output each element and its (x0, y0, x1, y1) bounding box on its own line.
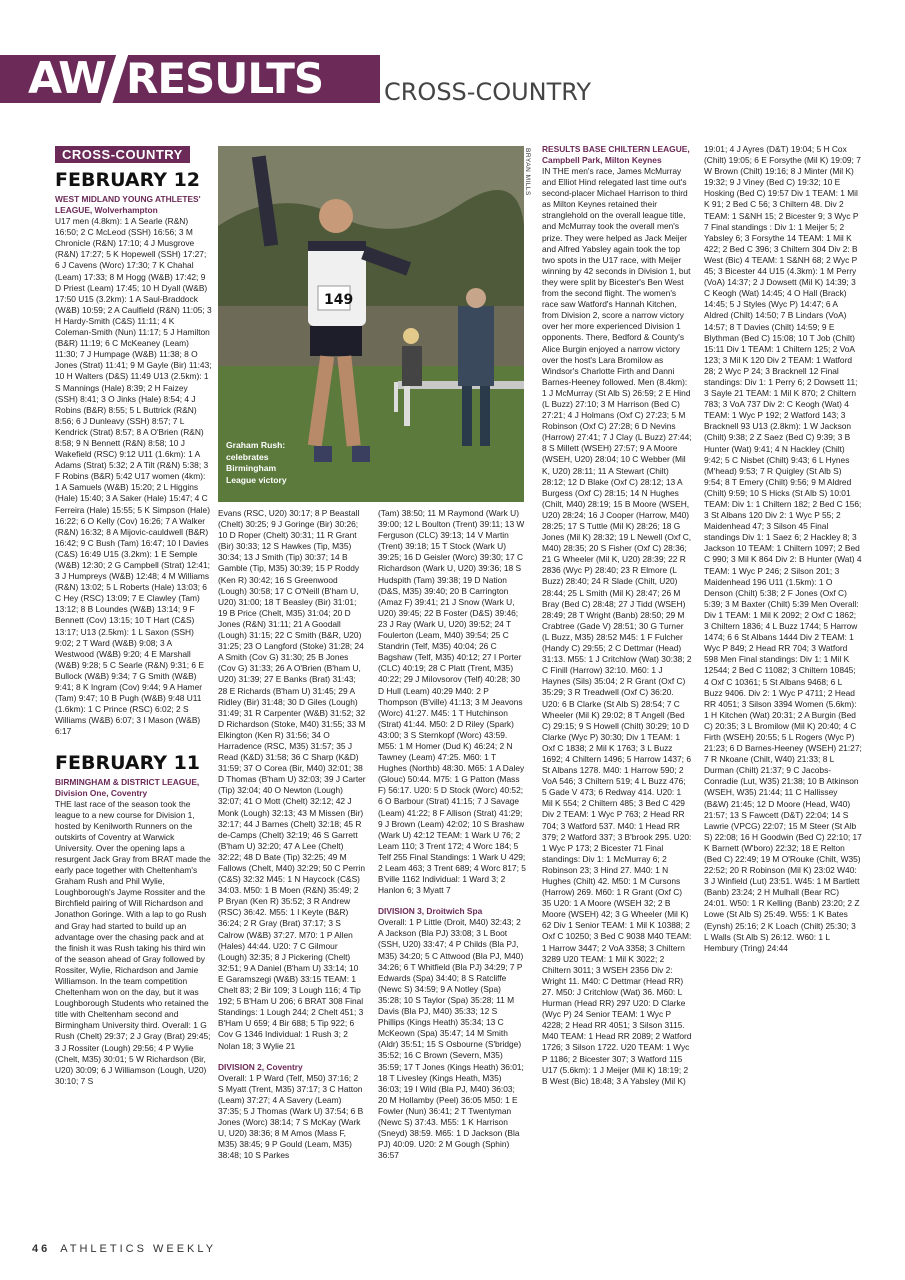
event-title-div2: DIVISION 2, Coventry (218, 1061, 303, 1072)
photo-caption: Graham Rush: celebrates Birmingham League victory (226, 440, 287, 485)
brand-aw: AW (28, 53, 105, 104)
page-footer (32, 1243, 216, 1255)
magazine-name: ATHLETICS WEEKLY (60, 1243, 217, 1255)
photo-credit: BRYAN MILLS (524, 148, 531, 196)
column-3 (378, 508, 526, 1228)
section-badge: CROSS-COUNTRY (55, 146, 190, 163)
results-text-1: U17 men (4.8km): 1 A Searle (R&N) 16:50; 2 C McLeod (SSH) 16:56; 3 M Chronicle (R&N) 17:10; 4 J Musgrove (R&N) 17:27; 5 K Hopewell (SSH) 17:27; 6 J Cavens (Worc) 17:30; 7 K Chahal (Leam) 17:33; 8 M Hogg (W&B) 17:42; 9 D Priest (Leam) 17:45; 10 H Dyall (W&B) 17:50 U15 (3.2km): 1 A Saul-Braddock (W&B) 10:59; 2 A Caulfield (R&N) 11:05; 3 H Hardy-Smith (C&S) 11:11; 4 K Coleman-Smith (Nun) 11:17; 5 J Hamilton (B&R) 11:19; 6 C McKeaney (Leam) 11:30; 7 J Humpage (W&B) 11:38; 8 O Jones (Strat) 11:41; 9 M Gayle (Bir) 11:43; 10 H Walters (D&S) 11:49 U13 (2.5km): 1 S Mannings (Hale) 8:39; 2 H Faizey (SSH) 8:41; 3 O Jinks (Hale) 8:54; 4 J Robins (B&R) 8:55; 5 L Buttrick (R&N) 8:56; 6 J Dunleavy (SSH) 8:57; 7 L Kendrick (Strat) 8:57; 8 A O'Brien (R&N) 8:58; 9 N Bennett (R&N) 8:58; 10 J Wakefield (RSC) 9:12 U11 (1.6km): 1 A Adams (Strat) 5:32; 2 A Tilt (R&N) 5:38; 3 F Robins (B&R) 5:42 U17 women (4km): 1 A Samuels (W&B) 15:20; 2 L Higgins (Hale) 15:40; 3 A Saker (Hale) 15:47; 4 C Ferreira (Hale) 15:55; 5 K Simpson (Hale) 16:22; 6 O Kelly (Cov) 16:26; 7 A Walker (R&N) 16:32; 8 A Mijovic-cauldwell (B&R) 16:42; 9 C Bush (Tam) 16:47; 10 I Davies (C&S) 16:49 U15 (3.2km): 1 E Semple (W&B) 12:30; 2 G Campbell (Strat) 12:41; 3 J Humpreys (W&B) 12:48; 4 M Williams (R&N) 13:02; 5 L Roberts (Hale) 13:03; 6 C Hey (RSC) 13:09; 7 E Clawley (Tam) 13:12; 8 B Loundes (W&B) 13:14; 9 F Bennett (Cov) 13:15; 10 T Hart (C&S) 13:17; U13 (2.5km): 1 L Saxon (SSH) 9:02; 2 T Ward (W&B) 9:08; 3 A Westwood (W&B) 9:20; 4 E Marshall (W&B) 9:28; 5 C Searle (R&N) 9:31; 6 E Bullock (W&B) 9:34; 7 G Smith (W&B) 9:41; 8 K Ingram (Cov) 9:44; 9 A Hamer (Tam) 9:47; 10 B Pugh (W&B) 9:48 U11 (1.6km): 1 C Prince (RSC) 6:02; 2 S Williams (W&B) 6:07; 3 I Mason (W&B) 6:17 (55, 216, 212, 737)
event-title-chiltern: RESULTS BASE CHILTERN LEAGUE, Campbell Park, Milton Keynes (542, 144, 690, 165)
bib-number: 149 (324, 292, 354, 308)
column-5 (704, 144, 862, 1234)
results-text-col3: (Tam) 38:50; 11 M Raymond (Wark U) 39:00; 12 L Boulton (Trent) 39:11; 13 W Ferguson (CLC) 39:13; 14 V Martin (Trent) 39:18; 15 T Stock (Wark U) 39:25; 16 D Geisler (Worc) 39:30; 17 C Richardson (Wark U, U20) 39:36; 18 S Hudspith (Tam) 39:38; 19 D Nation (D&S, M35) 39:40; 20 B Carrington (Amaz F) 39:41; 21 J Snow (Wark U, U20) 39:45; 22 B Foster (D&S) 39:46; 23 J Ray (Wark U, U20) 39:52; 24 T Foulerton (Leam, M40) 39:54; 25 C Standrin (Telf, M35) 40:04; 26 C Bagshaw (Telf, M35) 40:12; 27 I Porter (CLC) 40:19; 28 C Platt (Trent, M35) 40:22; 29 J Milovsorov (Telf) 40:28; 30 D Hull (Leam) 40:29 M40: 2 P Thompson (B'ville) 41:13; 3 M Jeavons (Worc) 41:27. M45: 1 T Hutchinson (Strat) 41:44. M50: 2 D Riley (Spark) 43:00; 3 S Sternkopf (Worc) 43:59. M55: 1 M Homer (Dud K) 46:24; 2 N Tawney (Leam) 47:25. M60: 1 T Hughes (Northb) 48:30. M65: 1 A Daley (Glouc) 50:44. M75: 1 G Patton (Mass F) 56:17. U20: 5 D Stock (Worc) 40:52; 6 O Barbour (Strat) 41:15; 7 J Savage (Leam) 41:22; 8 F Allison (Strat) 41:29; 9 J Brown (Leam) 42:02; 10 S Brashaw (Wark U) 42:12 TEAM: 1 Wark U 76; 2 Leam 110; 3 Trent 172; 4 Worc 184; 5 Telf 255 Final Standings: 1 Wark U 429; 2 Leam 463; 3 Trent 689; 4 Worc 817; 5 B'ville 1162 Individual: 1 Ward 3; 2 Hanlon 6; 3 Myatt 7 (378, 508, 526, 896)
date-heading-2: FEBRUARY 11 (55, 751, 201, 774)
results-text-div3: Overall: 1 P Little (Droit, M40) 32:43; 2 A Jackson (Bla PJ) 33:08; 3 L Boot (SSH, U20) 33:47; 4 P Childs (Bla PJ, M35) 34:20; 5 C Attwood (Bla PJ, M40) 34:26; 6 T Whitfield (Bla PJ) 34:29; 7 P Edwards (Spa) 34:40; 8 S Ratcliffe (Newc S) 34:59; 9 A Notley (Spa) 35:28; 10 S Taylor (Spa) 35:28; 11 M Davis (Bla PJ, M40) 35:33; 12 S Phillips (Kings Heath) 35:34; 13 C McKeown (Spa) 35:47; 14 M Smith (Aldr) 35:51; 15 S Osbourne (S'bridge) 35:52; 16 C Brown (Severn, M35) 35:59; 17 T Jones (Kings Heath) 36:01; 18 T Livesley (Kings Heath, M35) 36:03; 19 I Wild (Bla PJ, M40) 36:03; 20 M Hollamby (Peel) 36:05 M50: 1 E Fowler (Nun) 36:41; 2 T Twentyman (Newc S) 37:43. M55: 1 K Harrison (Sneyd) 38:59. M65: 1 D Jackson (Bla PJ) 40:09. U20: 2 M Gough (Sphin) 36:57 (378, 917, 524, 1161)
section-title: CROSS-COUNTRY (384, 78, 592, 106)
column-2 (218, 508, 366, 1228)
results-text-2: THE last race of the season took the league to a new course for Division 1, hosted by Kenilworth Runners on the outskirts of Coventry at Warwick University. Over the opening laps a resurgent Jack Gray from BRAT made the early pace together with Cheltenham's Graham Rush and Phil Wylie, Loughborough's Jayme Rossiter and the Birchfield pairing of Will Richardson and Jonathon Goringe. With a lap to go Rush and Gray had started to build up an advantage over the chasing pack and at the finish it was Rush taking his third win of the season ahead of Gray followed by Rossiter, Wylie, Richardson and Jamie Williamson. In the team competition Cheltenham won on the day, but it was Loughborough Students who retained the title with Cheltenham second and Birmingham University third. Overall: 1 G Rush (Chelt) 29:37; 2 J Gray (Brat) 29:45; 3 J Rossiter (Lough) 29:56; 4 P Wylie (Chelt, M35) 30:01; 5 W Richardson (Bir, U20) 30:09; 6 J Williamson (Lough, U20) 30:10; 7 S (55, 798, 211, 1086)
event-title-1: WEST MIDLAND YOUNG ATHLETES' LEAGUE, Wolverhampton (55, 194, 201, 216)
date-heading-1: FEBRUARY 12 (55, 169, 201, 192)
results-text-col5: 19:01; 4 J Ayres (D&T) 19:04; 5 H Cox (Chilt) 19:05; 6 E Forsythe (Mil K) 19:09; 7 W Brown (Chilt) 19:16; 8 J Minter (Mil K) 19:32; 9 J Viney (Bed C) 19:32; 10 E Hosking (Bed C) 19:57 Div 1 TEAM: 1 Mil K 91; 2 Bed C 56; 3 Chiltern 48. Div 2 TEAM: 1 S&NH 15; 2 Bicester 9; 3 Wyc P 7 Final standings : Div 1: 1 Meijer 5; 2 Yabsley 6; 3 Forsythe 14 TEAM: 1 Mil K 422; 2 Bed C 396; 3 Chiltern 304 Div 2: B West (Bic) 4 TEAM: 1 S&NH 68; 2 Wyc P 45; 3 Bicester 44 U15 (4.3km): 1 M Perry (VoA) 14:37; 2 J Dowsett (Mil K) 14:39; 3 C Keogh (Wat) 14:45; 4 O Hall (Brack) 14:45; 5 J Styles (Wyc P) 14:47; 6 A Aldred (Chilt) 14:50; 7 B Lindars (VoA) 14:57; 8 T Davies (Chilt) 14:59; 9 E Blythman (Bed C) 15:08; 10 T Job (Chilt) 15:11 Div 1 TEAM: 1 Chiltern 125; 2 VoA 123; 3 Mil K 120 Div 2 TEAM: 1 Watford 28; 2 Wyc P 24; 3 Bracknell 12 Final standings: Div 1: 1 Perry 6; 2 Dowsett 11; 3 Sayle 21 TEAM: 1 Mil K 870; 2 Chiltern 783; 3 VoA 737 Div 2: C Keogh (Wat) 4 TEAM: 1 Wyc P 192; 2 Watford 143; 3 Bracknell 93 U13 (2.8km): 1 W Jackson (Chilt) 9:38; 2 Z Saez (Bed C) 9:39; 3 B Hunter (Wat) 9:41; 4 N Hackley (Chilt) 9:42; 5 C Nisbet (Chilt) 9:43; 6 L Hynes (M'head) 9:53; 7 R Quigley (St Alb S) 9:54; 8 T Emery (Chilt) 9:56; 9 M Aldred (Chilt) 9:59; 10 S Hicks (St Alb S) 10:01 TEAM: Div 1: 1 Chiltern 182; 2 Bed C 156; 3 St Albans 120 Div 2: 1 Wyc P 55; 2 Maidenhead 47; 3 Silson 45 Final standings Div 1: 1 Saez 6; 2 Hackley 8; 3 Jackson 10 TEAM: 1 Chiltern 1097; 2 Bed C 990; 3 Mil K 864 Div 2: B Hunter (Wat) 4 TEAM: 1 Wyc P 246; 2 Silson 201; 3 Maidenhead 196 U11 (1.5km): 1 O Denson (Chilt) 5:38; 2 F Jones (Oxf C) 5:39; 3 M Baxter (Chilt) 5:39 Men Overall: Div 1 TEAM: 1 Mil K 2092; 2 Oxf C 1862; 3 Chiltern 1836; 4 L Buzz 1744; 5 Harrow 1474; 6 6 St Albans 1444 Div 2 TEAM: 1 Wyc P 849; 2 Head RR 704; 3 Watford 598 Men Final standings: Div 1: 1 Mil K 12544; 2 Bed C 11082; 3 Chiltern 10845; 4 Oxf C 10361; 5 St Albans 9468; 6 L Buzz 9406. Div 2: 1 Wyc P 4711; 2 Head RR 4051; 3 Silson 3394 Women (5.6km): 1 H Kitchen (Wat) 20:31; 2 A Burgin (Bed C) 20:35; 3 L Bromilow (Mil K) 20:40; 4 C Firth (WSEH) 20:55; 5 L Rogers (Wyc P) 21:23; 6 D Barnes-Heeney (WSEH) 21:27; 7 R Nkoane (Chilt, W40) 21:33; 8 L Durman (Chilt) 21:37; 9 C Jacobs-Conradie (Lut, W35) 21:38; 10 B Atkinson (WSEH, W35) 21:44; 11 C Hallissey (B&W) 21:45; 12 D Moore (Head, W40) 21:57; 13 S Fawcett (D&T) 22:04; 14 S Lawrie (VPCG) 22:07; 15 M Steer (St Alb S) 22:08; 16 H Goodwin (Bed C) 22:10; 17 K Barnett (W'boro) 22:32; 18 E Relton (Bed C) 22:49; 19 M O'Rouke (Chilt, W35) 22:52; 20 R Robinson (Mil K) 23:02 W40: 3 J Winfield (Lut) 23:51. W45: 1 M Bartlett (Banb) 23:24; 2 H Mulhall (Bear RC) 24:01. W50: 1 R Kelling (Banb) 23:20; 2 Z Lowe (St Alb S) 25:49. W55: 1 K Bates (Eynsh) 25:16; 2 K Loach (Chilt) 25:30; 3 L Walls (St Alb S) 26:12. W60: 1 L Hembury (Tring) 24:44 (704, 144, 862, 953)
page-number: 46 (32, 1243, 51, 1255)
results-text-col2: Evans (RSC, U20) 30:17; 8 P Beastall (Chelt) 30:25; 9 J Goringe (Bir) 30:26; 10 D Roper (Chelt) 30:31; 11 R Grant (Bir) 30:33; 12 S Hawkes (Tip, M35) 30:34; 13 J Smith (Tip) 30:37; 14 B Gamble (Tip, M35) 30:39; 15 P Roddy (Ken R) 30:42; 16 S Greenwood (Lough) 30:58; 17 C O'Neill (B'ham U, U20) 31:00; 18 T Beasley (Bir) 31:01; 19 B Price (Chelt, M35) 31:04; 20 D Jones (R&N) 31:11; 21 A Goodall (Lough) 31:15; 22 C Smith (B&R, U20) 31:25; 23 O Langford (Stoke) 31:28; 24 A Smith (Cov G) 31:30; 25 B Jones (Cov G) 31:33; 26 A O'Brien (B'ham U, U20) 31:39; 27 E Banks (Brat) 31:43; 28 E Richards (B'ham U) 31:45; 29 A Ridley (Bir) 31:48; 30 D Giles (Lough) 31:49; 31 R Carpenter (W&B) 31:52; 32 D Richardson (Stoke, M40) 31:55; 33 M Elkington (Ken R) 31:56; 34 O Harradence (RSC, M35) 31:57; 35 J Read (K&D) 31:58; 36 C Sharp (K&D) 31:59; 37 O Corea (Bir, M40) 32:01; 38 D Thomas (B'ham U) 32:03; 39 J Carter (Tip) 32:04; 40 O Newton (Lough) 32:07; 41 O Mott (Chelt) 32:12; 42 J Monk (Lough) 32:13; 43 M Missen (Bir) 32:17; 44 J Barnes (Chelt) 32:18; 45 R de-Camps (Chelt) 32:19; 46 S Garrett (B'ham U) 32:20; 47 A Lee (Chelt) 32:22; 48 D Bate (Tip) 32:25; 49 M Fallows (Chelt, M40) 32:29; 50 C Perrin (C&S) 32:32 M45: 1 N Haycock (C&S) 34:03. M50: 1 B Moen (R&N) 35:49; 2 P Bryan (Ken R) 35:52; 3 R Andrew (RSC) 36:42. M55: 1 I Keyte (B&R) 36:24; 2 R Gray (Brat) 37:17; 3 S Calrow (W&B) 37:27. M70: 1 P Allen (Hales) 44:44. U20: 7 C Gilmour (Lough) 32:35; 8 J Pickering (Chelt) 32:51; 9 A Daniel (B'ham U) 33:14; 10 E Garamszegi (W&B) 33:15 TEAM: 1 Chelt 83; 2 Bir 109; 3 Lough 116; 4 Tip 192; 5 B'Ham U 206; 6 BRAT 308 Final Standings: 1 Lough 244; 2 Chelt 451; 3 B'Ham U 659; 4 Bir 688; 5 Tip 922; 6 Cov G 1346 Individual: 1 Rush 3; 2 Nolan 18; 3 Wylie 21 (218, 508, 366, 1051)
brand-results: RESULTS (126, 54, 324, 103)
event-title-2: BIRMINGHAM & DISTRICT LEAGUE, Division One, Coventry (55, 776, 200, 798)
column-4 (542, 144, 692, 1234)
results-text-div2: Overall: 1 P Ward (Telf, M50) 37:16; 2 S Myatt (Trent, M35) 37:17; 3 C Hatton (Leam) 37:27; 4 A Savery (Leam) 37:35; 5 J Thomas (Wark U) 37:54; 6 B Jones (Worc) 38:14; 7 S McKay (Wark U, U20) 38:36; 8 M Amos (Mass F, M35) 38:45; 9 P Gould (Leam, M35) 38:48; 10 S Parkes (218, 1072, 364, 1161)
results-text-col4: IN THE men's race, James McMurray and Elliot Hind relegated last time out's second-placer Michael Harrison to third as Milton Keynes retained their stranglehold on the overall league title, and McMurray took the overall men's prize. They were helped as Jack Meijer and Alfred Yabsley again took the top two spots in the U17 race, with Meijer winning by 42 seconds in Division 1, but they were split by Bicester's Ben West from the second flight. The women's race saw Watford's Hannah Kitchen, from Division 2, score a narrow victory over her more experienced Division 1 opponents. There, Bedford & County's Alice Burgin enjoyed a narrow victory over the host's Lara Bromilow as Windsor's Charlotte Firth and Danni Barnes-Heeney followed. Men (8.4km): 1 J McMurray (St Alb S) 26:59; 2 E Hind (L Buzz) 27:10; 3 M Harrison (Bed C) 27:21; 4 J Holmans (Oxf C) 27:23; 5 M Robinson (Oxf C) 27:28; 6 D Nevins (Harrow) 27:41; 7 J Clay (L Buzz) 27:44; 8 S Millett (WSEH) 27:57; 9 A Moore (WSEH, U20) 28:04; 10 C Webber (Mil K, U20) 28:11; 11 A Stewart (Chilt) 28:12; 12 D Blake (Oxf C) 28:12; 13 A Burgess (Oxf C) 28:15; 14 N Hughes (Chilt, M40) 28:19; 15 B Moore (WSEH, U20) 28:24; 16 J Cooper (Harrow, M40) 28:25; 17 S Tuttle (Mil K) 28:26; 18 G Jones (Mil K) 28:32; 19 L Newell (Oxf C, M40) 28:35; 20 S Fisher (Oxf C) 28:36; 21 G Wheeler (Mil K, U20) 28:39; 22 R 2836 (Wyc P) 28:40; 23 R Elmore (L Buzz) 28:40; 24 R Slade (Chilt, U20) 28:44; 25 L Smith (Mil K) 28:47; 26 M Bray (Bed C) 28:48; 27 J Tidd (WSEH) 28:49; 28 T Wright (Banb) 28:50; 29 M Crabtree (Gade V) 28:51; 30 G Turner (L Buzz, M35) 28:52 M45: 1 F Fulcher (Handy C) 29:55; 2 C Dettmar (Head) 31:13. M55: 1 J Critchlow (Wat) 30:38; 2 C Finill (Harrow) 32:10. M60: 1 J Haynes (Sils) 35:04; 2 R Grant (Oxf C) 35:29; 3 R Treadwell (Oxf C) 36:20. U20: 6 B Clarke (St Alb S) 28:54; 7 C Wheeler (Mil K) 29:02; 8 T Angell (Bed C) 29:15; 9 S Howell (Chilt) 30:29; 10 D Clarke (Wyc P) 30:30; Div 1 TEAM: 1 Oxf C 1838; 2 Mil K 1763; 3 L Buzz 1692; 4 Chiltern 1496; 5 Harrow 1437; 6 St Albans 1278. M40: 1 Harrow 590; 2 VoA 546; 3 Chiltern 519; 4 L Buzz 476; 5 Gade V 473; 6 Redway 414. U20: 1 Mil K 554; 2 Chiltern 485; 3 Bed C 429 Div 2 TEAM: 1 Wyc P 763; 2 Head RR 704; 3 Watford 537. M40: 1 Head RR 379; 2 Watford 337; 3 B'brook 295. U20: 1 Wyc P 173; 2 Bicester 71 Final standings: Div 1: 1 McMurray 6; 2 Robinson 23; 3 Hind 27. M40: 1 N Hughes (Chilt) 42. M50: 1 M Cursons (Harrow) 269. M60: 1 R Grant (Oxf C) 35 U20: 1 A Moore (WSEH 32; 2 B Moore (WSEH) 42; 3 G Wheeler (Mil K) 62 Div 1 Senior TEAM: 1 Mil K 10388; 2 Oxf C 10250; 3 Bed C 9038 M40 TEAM: 1 Harrow 3447; 2 VoA 3358; 3 Chiltern 3289 U20 TEAM: 1 Mil K 3022; 2 Chiltern 3011; 3 WSEH 2356 Div 2: Wright 11. M40: C Dettmar (Head RR) 27. M50: J Critchlow (Wat) 36. M60: L Hurman (Head RR) 297 U20: D Clarke (Wyc P) 24 Senior TEAM: 1 Wyc P 4228; 2 Head RR 4051; 3 Silson 3115. M40 TEAM: 1 Head RR 2089; 2 Watford 1726; 3 Silson 1722. U20 TEAM: 1 Wyc P 1186; 2 Bicester 307; 3 Watford 115 U17 (5.6km): 1 J Meijer (Mil K) 18:19; 2 B West (Bic) 18:48; 3 A Yabsley (Mil K) (542, 166, 692, 1086)
event-title-div3: DIVISION 3, Droitwich Spa (378, 906, 483, 917)
column-1 (55, 146, 212, 1236)
